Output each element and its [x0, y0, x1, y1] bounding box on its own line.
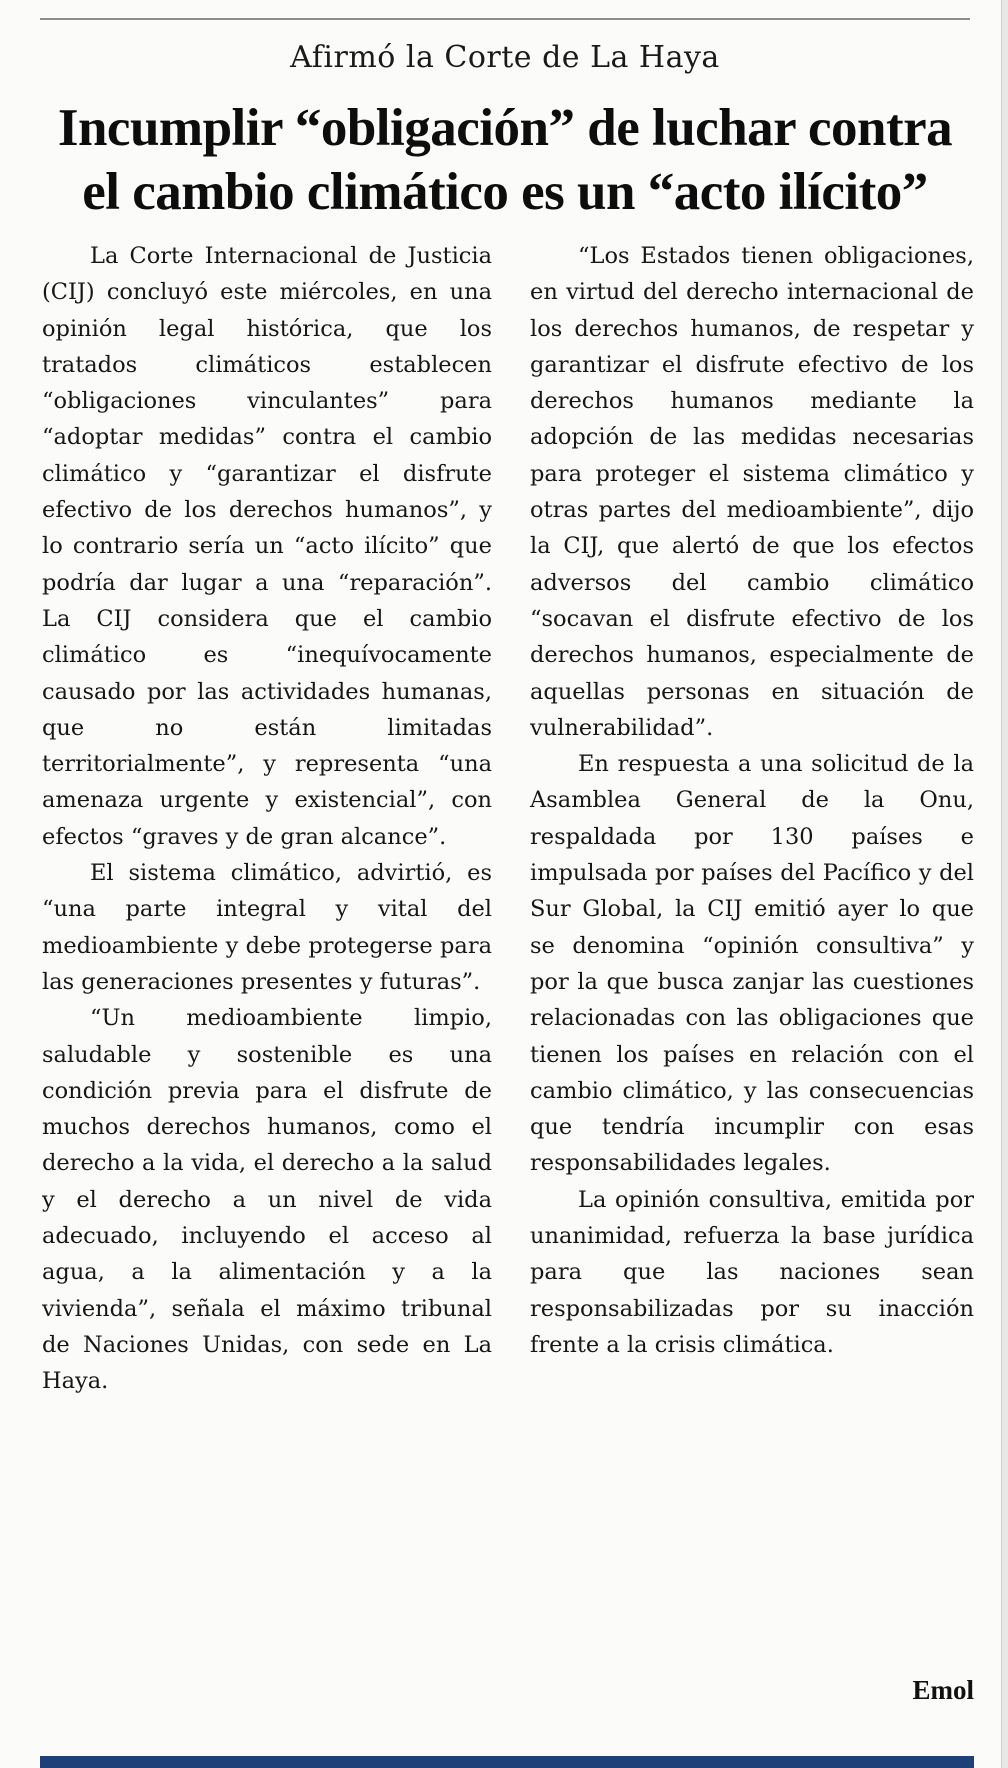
- body-paragraph-4: “Los Estados tienen obligaciones, en virtud del derecho internacional de los derechos humanos, de respetar y garantizar el disfrute efectivo de los derechos humanos mediante la adopción de las medidas necesarias para proteger el sistema climático y otras partes del medioambiente”, dijo la CIJ, que alertó de que los efectos adversos del cambio climático “socavan el disfrute efectivo de los derechos humanos, especialmente de aquellas personas en situación de vulnerabilidad”.: [530, 243, 974, 741]
- article-column-left: [42, 238, 492, 1400]
- article-headline: Incumplir “obligación” de luchar contra el cambio climático es un “acto ilícito”: [57, 99, 953, 221]
- body-paragraph-2: El sistema climático, advirtió, es “una parte integral y vital del medioambiente y debe protegerse para las generaciones presentes y futuras”.: [42, 860, 492, 995]
- article-kicker: Afirmó la Corte de La Haya: [290, 40, 720, 75]
- top-rule: [40, 18, 970, 20]
- body-paragraph-3: “Un medioambiente limpio, saludable y sostenible es una condición previa para el disfrute de muchos derechos humanos, como el derecho a la vida, el derecho a la salud y el derecho a un nivel de vida adecuado, incluyendo el acceso al agua, a la alimentación y a la vivienda”, señala el máximo tribunal de Naciones Unidas, con sede en La Haya.: [42, 1005, 492, 1395]
- page-edge: [1001, 0, 1008, 1768]
- bottom-color-band: [40, 1756, 974, 1768]
- article-source: Emol: [912, 1675, 974, 1705]
- body-paragraph-1: La Corte Internacional de Justicia (CIJ) concluyó este miércoles, en una opinión legal histórica, que los tratados climáticos establecen “obligaciones vinculantes” para “adoptar medidas” contra el cambio climático y “garantizar el disfrute efectivo de los derechos humanos”, y lo contrario sería un “acto ilícito” que podría dar lugar a una “reparación”. La CIJ considera que el cambio climático es “inequívocamente causado por las actividades humanas, que no están limitadas territorialmente”, y representa “una amenaza urgente y existencial”, con efectos “graves y de gran alcance”.: [42, 243, 492, 850]
- body-paragraph-6: La opinión consultiva, emitida por unanimidad, refuerza la base jurídica para que las naciones sean responsabilizadas por su inacción frente a la crisis climática.: [530, 1186, 974, 1358]
- body-paragraph-5: En respuesta a una solicitud de la Asamblea General de la Onu, respaldada por 130 países e impulsada por países del Pacífico y del Sur Global, la CIJ emitió ayer lo que se denomina “opinión consultiva” y por la que busca zanjar las cuestiones relacionadas con las obligaciones que tienen los países en relación con el cambio climático, y las consecuencias que tendría incumplir con esas responsabilidades legales.: [530, 751, 974, 1177]
- article-column-right: [530, 238, 974, 1363]
